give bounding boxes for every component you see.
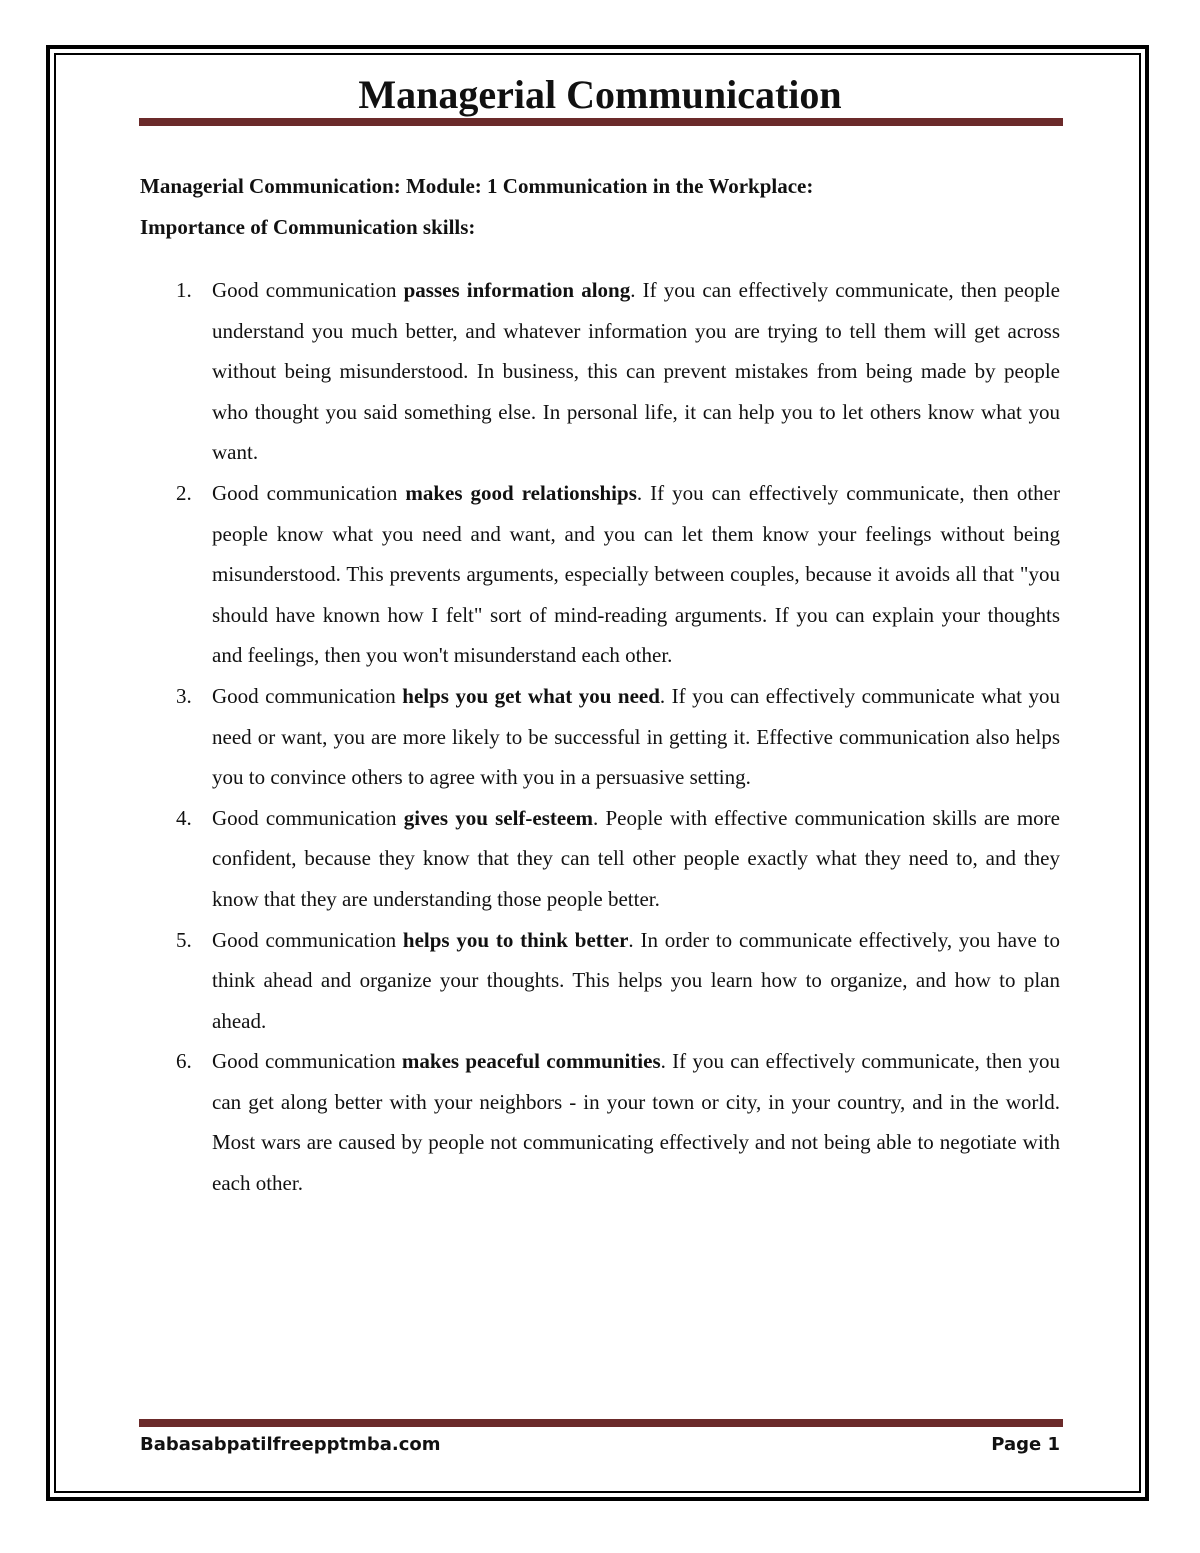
list-item-number: 2. [176, 480, 192, 505]
document-title: Managerial Communication [358, 72, 842, 117]
list-item [140, 473, 1060, 676]
list-item-text: . If you can effectively communicate, then other people know what you need and want, and you can let them know your feelings without being misunderstood. This prevents arguments, especially between couples, because it avoids all that "you should have known how I felt" sort of mind-reading arguments. If you can explain your thoughts and feelings, then you won't misunderstand each other. [212, 480, 1060, 668]
list-item-text: . People with effective communication skills are more confident, because they know that they can tell other people exactly what they need to, and they know that they are understanding those people better. [212, 805, 1060, 911]
list-item-number: 4. [176, 805, 192, 830]
list-item-text: . If you can effectively communicate, then people understand you much better, and whatever information you are trying to tell them will get across without being misunderstood. In business, this can prevent mistakes from being made by people who thought you said something else. In personal life, it can help you to let others know what you want. [212, 278, 1060, 465]
module-heading: Managerial Communication: Module: 1 Communication in the Workplace: [140, 174, 814, 198]
list-item-text: Good communication [212, 1049, 402, 1074]
list-item-number: 1. [176, 278, 192, 302]
list-item-text: Good communication [212, 927, 403, 952]
list-item-text: Good communication [212, 683, 403, 708]
footer-site: Babasabpatilfreepptmba.com [140, 1434, 441, 1455]
list-item-number: 6. [176, 1049, 192, 1074]
list-item-number: 3. [176, 683, 192, 708]
list-item-emphasis: passes information along [403, 278, 631, 302]
header-rule [139, 118, 1063, 126]
list-item-text: . In order to communicate effectively, you have to think ahead and organize your thoughts. This helps you learn how to organize, and how to plan ahead. [212, 927, 1060, 1033]
list-item-text: . If you can effectively communicate, then you can get along better with your neighbors - in your town or city, in your country, and in the world. Most wars are caused by people not communicating effectively and not being able to negotiate with each other. [212, 1049, 1060, 1196]
list-item [140, 1041, 1060, 1203]
list-item-emphasis: makes peaceful communities [401, 1049, 661, 1074]
section-heading: Importance of Communication skills: [140, 215, 476, 239]
list-item-emphasis: makes good relationships [405, 480, 637, 505]
list-item [140, 270, 1060, 473]
footer-rule [139, 1419, 1063, 1427]
list-item-text: . If you can effectively communicate what you need or want, you are more likely to be successful in getting it. Effective communication also helps you to convince others to agree with you in a persuasive setting. [212, 683, 1061, 790]
list-item-number: 5. [176, 927, 192, 952]
list-item-emphasis: helps you to think better [402, 927, 629, 952]
list-item [140, 676, 1060, 798]
list-item-text: Good communication [212, 278, 404, 302]
page-number: Page 1 [991, 1434, 1060, 1455]
list-item-emphasis: helps you get what you need [402, 683, 660, 708]
list-item [140, 798, 1060, 920]
list-item-text: Good communication [212, 480, 406, 505]
list-item [140, 920, 1060, 1042]
list-item-emphasis: gives you self-esteem [403, 805, 594, 830]
list-item-text: Good communication [212, 805, 404, 830]
importance-list [140, 270, 1060, 1204]
